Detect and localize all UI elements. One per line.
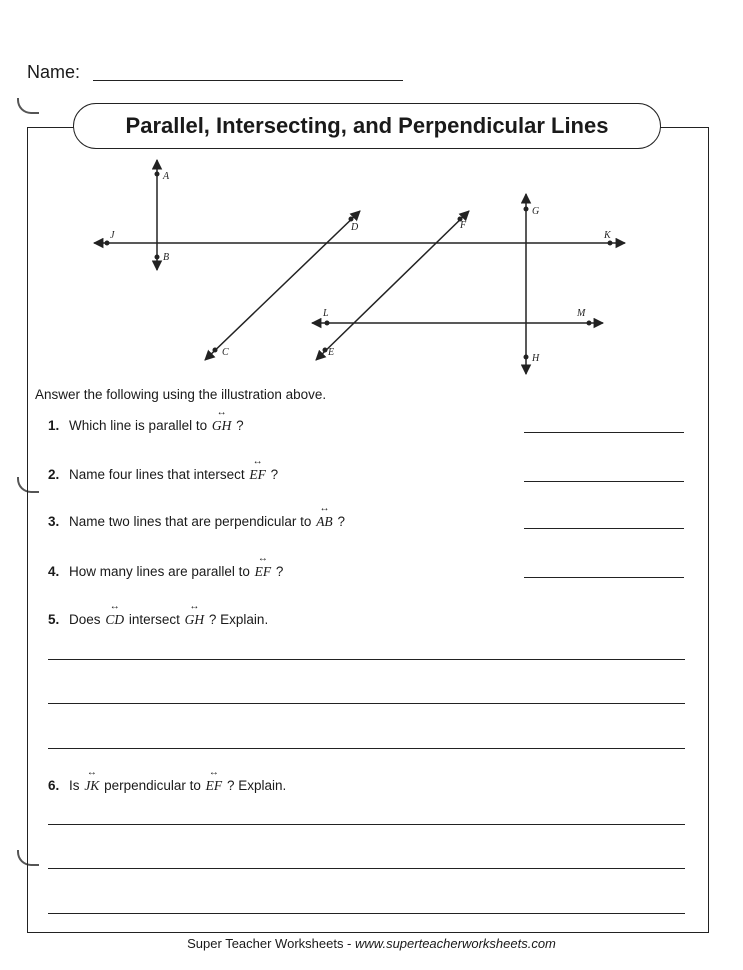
- line-symbol: ↔ CD: [104, 612, 125, 628]
- point-label-e: E: [328, 347, 335, 358]
- line-symbol: ↔ GH: [184, 612, 206, 628]
- line-symbol: ↔ AB: [315, 514, 334, 530]
- footer-text: Super Teacher Worksheets -: [187, 936, 356, 951]
- question-text: How many lines are parallel to: [69, 564, 250, 579]
- writing-line[interactable]: [48, 913, 685, 914]
- point-label-l: L: [323, 308, 329, 319]
- writing-line[interactable]: [48, 868, 685, 869]
- point-d: [349, 217, 354, 222]
- question-5: [48, 612, 268, 628]
- footer: [0, 936, 743, 951]
- line-symbol: ↔ EF: [254, 564, 273, 580]
- question-number: 2.: [48, 467, 60, 482]
- question-text: Name two lines that are perpendicular to: [69, 514, 312, 529]
- point-g: [524, 207, 529, 212]
- point-h: [524, 355, 529, 360]
- question-text: perpendicular to: [104, 778, 201, 793]
- line-symbol: ↔ EF: [248, 467, 267, 483]
- line-cd: [205, 211, 360, 360]
- line-symbol: ↔ GH: [211, 418, 233, 434]
- point-l: [325, 321, 330, 326]
- question-6: [48, 778, 286, 794]
- point-label-a: A: [163, 171, 170, 182]
- answer-line-3[interactable]: [524, 528, 684, 529]
- name-label: Name:: [27, 62, 81, 82]
- lines-diagram: [0, 0, 743, 385]
- question-2: [48, 467, 278, 483]
- writing-line[interactable]: [48, 748, 685, 749]
- point-label-f: F: [460, 220, 467, 231]
- point-m: [587, 321, 592, 326]
- question-number: 6.: [48, 778, 60, 793]
- point-j: [105, 241, 110, 246]
- question-suffix: ? Explain.: [208, 612, 269, 627]
- question-text: Is: [69, 778, 80, 793]
- point-e: [323, 348, 328, 353]
- question-number: 4.: [48, 564, 60, 579]
- question-3: [48, 514, 345, 530]
- line-symbol: ↔ EF: [205, 778, 224, 794]
- question-1: [48, 418, 244, 434]
- point-label-b: B: [163, 252, 170, 263]
- writing-line[interactable]: [48, 703, 685, 704]
- question-suffix: ?: [236, 418, 244, 433]
- question-text: Does: [69, 612, 101, 627]
- question-number: 1.: [48, 418, 60, 433]
- question-suffix: ? Explain.: [226, 778, 287, 793]
- point-label-c: C: [222, 347, 229, 358]
- writing-line[interactable]: [48, 824, 685, 825]
- question-text: Name four lines that intersect: [69, 467, 245, 482]
- line-symbol: ↔ JK: [83, 778, 100, 794]
- question-4: [48, 564, 283, 580]
- question-number: 5.: [48, 612, 60, 627]
- footer-url[interactable]: www.superteacherworksheets.com: [355, 936, 556, 951]
- answer-line-2[interactable]: [524, 481, 684, 482]
- question-number: 3.: [48, 514, 60, 529]
- answer-line-4[interactable]: [524, 577, 684, 578]
- point-b: [155, 255, 160, 260]
- point-label-g: G: [532, 206, 540, 217]
- point-a: [155, 172, 160, 177]
- point-label-d: D: [351, 222, 359, 233]
- question-text: Which line is parallel to: [69, 418, 208, 433]
- writing-line[interactable]: [48, 659, 685, 660]
- point-label-k: K: [604, 230, 611, 241]
- question-text: intersect: [128, 612, 180, 627]
- question-suffix: ?: [270, 467, 279, 482]
- point-label-j: J: [110, 230, 115, 241]
- point-label-m: M: [577, 308, 586, 319]
- line-ef: [316, 211, 469, 360]
- point-label-h: H: [532, 353, 540, 364]
- answer-line-1[interactable]: [524, 432, 684, 433]
- point-c: [213, 348, 218, 353]
- point-k: [608, 241, 613, 246]
- question-suffix: ?: [337, 514, 345, 529]
- instructions: Answer the following using the illustration above.: [35, 387, 327, 402]
- page-title: Parallel, Intersecting, and Perpendicular Lines: [73, 103, 661, 149]
- question-suffix: ?: [275, 564, 284, 579]
